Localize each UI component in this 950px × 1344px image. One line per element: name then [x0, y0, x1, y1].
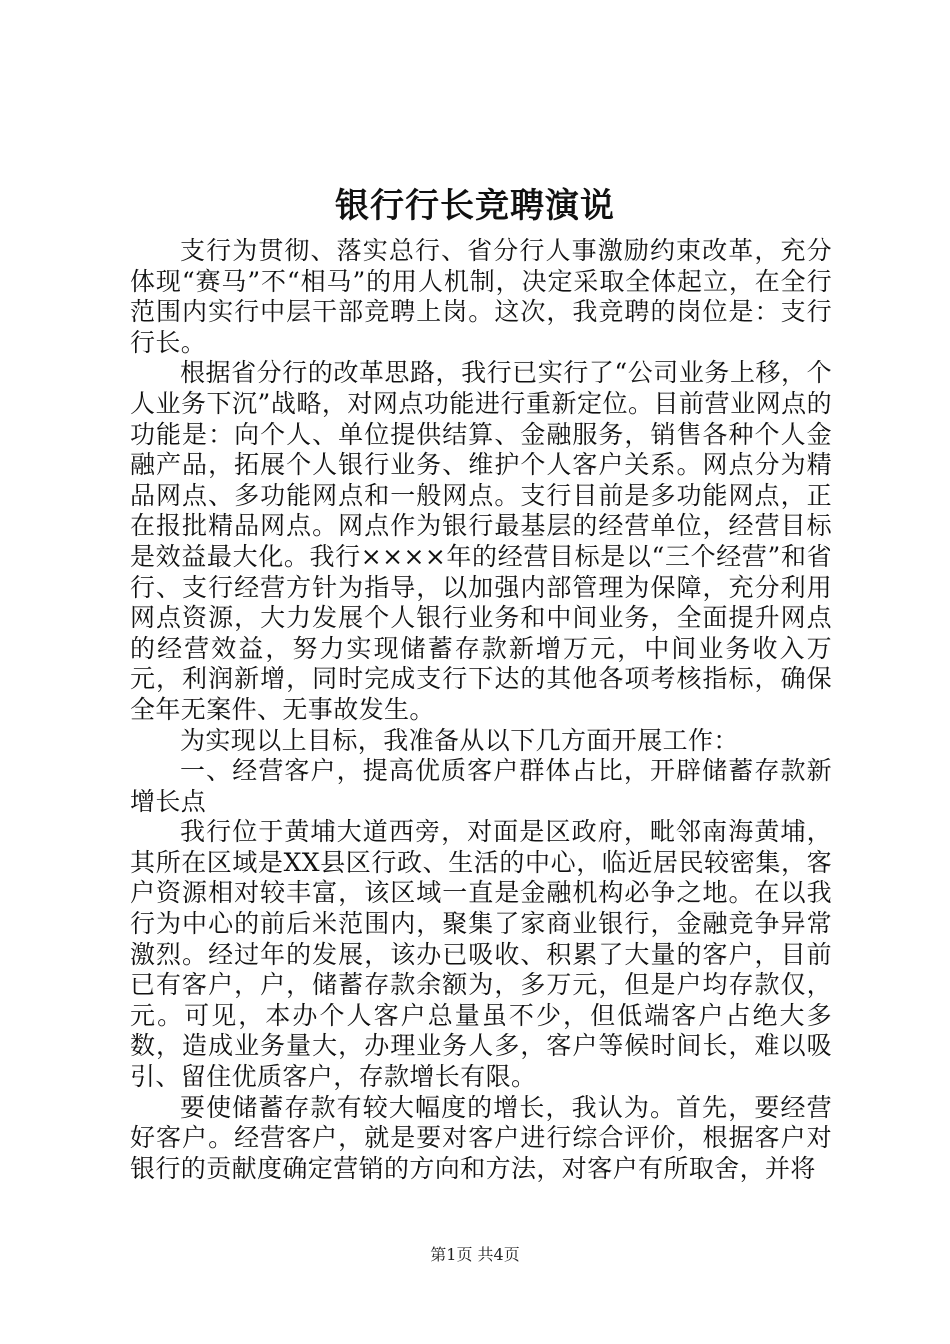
document-body [130, 236, 832, 1184]
paragraph-2: 根据省分行的改革思路，我行已实行了“公司业务上移，个人业务下沉”战略，对网点功能进行重新定位。目前营业网点的功能是：向个人、单位提供结算、金融服务，销售各种个人金融产品，拓展个人银行业务、维护个人客户关系。网点分为精品网点、多功能网点和一般网点。支行目前是多功能网点，正在报批精品网点。网点作为银行最基层的经营单位，经营目标是效益最大化。我行××××年的经营目标是以“三个经营”和省行、支行经营方针为指导，以加强内部管理为保障，充分利用网点资源，大力发展个人银行业务和中间业务，全面提升网点的经营效益，努力实现储蓄存款新增万元，中间业务收入万元，利润新增，同时完成支行下达的其他各项考核指标，确保全年无案件、无事故发生。 [130, 358, 832, 724]
paragraph-1: 支行为贯彻、落实总行、省分行人事激励约束改革，充分体现“赛马”不“相马”的用人机制，决定采取全体起立，在全行范围内实行中层干部竞聘上岗。这次，我竞聘的岗位是：支行行长。 [130, 236, 832, 357]
paragraph-3: 为实现以上目标，我准备从以下几方面开展工作： [180, 725, 739, 755]
document-title: 银行行长竞聘演说 [335, 186, 615, 226]
section-heading-1: 一、经营客户，提高优质客户群体占比，开辟储蓄存款新增长点 [130, 756, 832, 816]
page-footer: 第1页 共4页 [430, 1245, 520, 1264]
paragraph-4: 我行位于黄埔大道西旁，对面是区政府，毗邻南海黄埔，其所在区域是XX县区行政、生活的中心，临近居民较密集，客户资源相对较丰富，该区域一直是金融机构必争之地。在以我行为中心的前后米范围内，聚集了家商业银行，金融竞争异常激烈。经过年的发展，该办已吸收、积累了大量的客户，目前已有客户，户，储蓄存款余额为，多万元，但是户均存款仅，元。可见，本办个人客户总量虽不少，但低端客户占绝大多数，造成业务量大，办理业务人多，客户等候时间长，难以吸引、留住优质客户，存款增长有限。 [130, 817, 832, 1092]
paragraph-5: 要使储蓄存款有较大幅度的增长，我认为。首先，要经营好客户。经营客户，就是要对客户进行综合评价，根据客户对银行的贡献度确定营销的方向和方法，对客户有所取舍，并将 [130, 1092, 832, 1183]
